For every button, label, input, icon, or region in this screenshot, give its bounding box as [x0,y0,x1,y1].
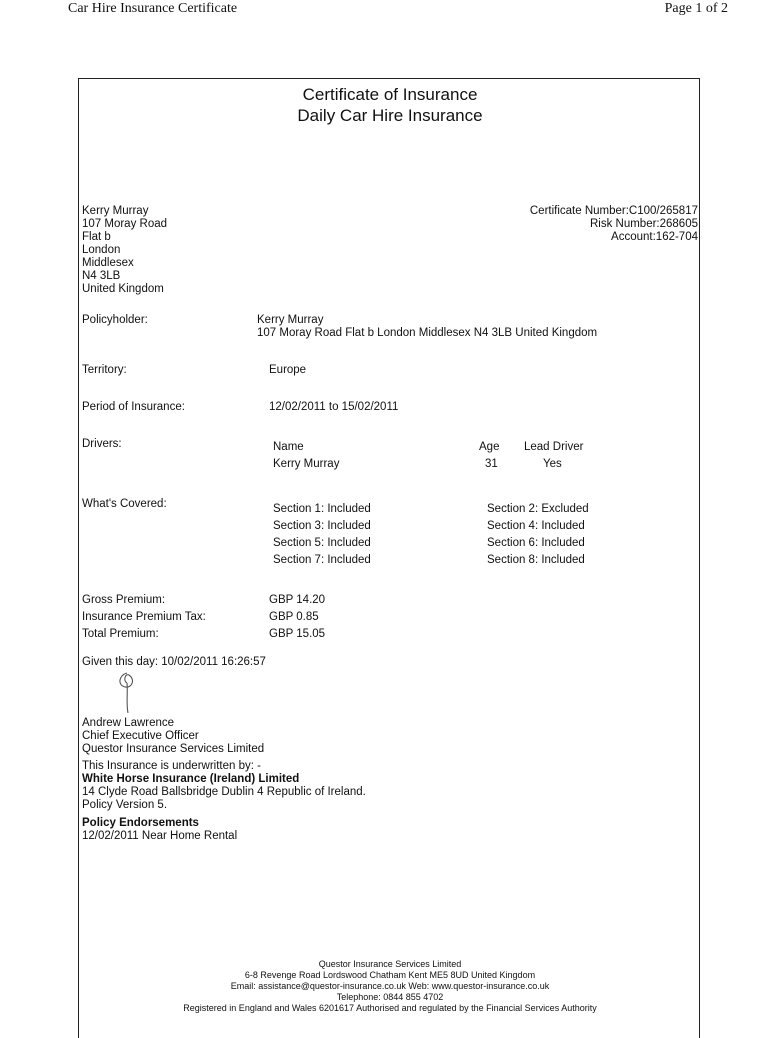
endorsements-block [82,817,237,843]
account-number: Account:162-704 [611,231,698,243]
given-date: Given this day: 10/02/2011 16:26:57 [82,656,266,668]
footer-line: Email: assistance@questor-insurance.co.uk Web: www.questor-insurance.co.uk [230,981,550,991]
policy-version: Policy Version 5. [82,799,168,811]
risk-number: Risk Number:268605 [589,218,698,230]
underwriter-intro: This Insurance is underwritten by: - [82,760,261,772]
driver-age: 31 [485,458,498,470]
tax-value: GBP 0.85 [269,611,319,623]
signatory-company: Questor Insurance Services Limited [82,743,265,755]
driver-name: Kerry Murray [273,458,340,470]
address-line: London [82,244,121,256]
section-item: Section 3: Included [273,520,371,532]
section-item: Section 2: Excluded [487,503,589,515]
covered-left-column [273,501,371,569]
certificate-frame [78,78,700,1038]
underwriter-name: White Horse Insurance (Ireland) Limited [82,773,300,785]
drivers-header-name: Name [273,441,304,453]
reference-block [530,205,698,244]
page-indicator: Page 1 of 2 [664,1,728,16]
territory-label: Territory: [82,364,127,376]
section-item: Section 7: Included [273,554,371,566]
period-label: Period of Insurance: [82,401,185,413]
footer-line: Registered in England and Wales 6201617 Authorised and regulated by the Financial Services Authority [183,1003,597,1013]
section-item: Section 4: Included [487,520,585,532]
footer-line: Telephone: 0844 855 4702 [336,992,444,1002]
territory-value: Europe [269,364,307,376]
address-line: Middlesex [82,257,134,269]
drivers-header-lead: Lead Driver [524,441,584,453]
signatory-role: Chief Executive Officer [82,730,199,742]
footer-line: 6-8 Revenge Road Lordswood Chatham Kent ME5 8UD United Kingdom [244,970,536,980]
address-line: 107 Moray Road [82,218,168,230]
section-item: Section 8: Included [487,554,585,566]
driver-lead: Yes [543,458,562,470]
section-item: Section 1: Included [273,503,371,515]
underwriter-block [82,760,366,812]
section-item: Section 6: Included [487,537,585,549]
signatory-name: Andrew Lawrence [82,717,175,729]
pdf-page-header [0,0,768,22]
signatory-block [82,717,264,756]
policyholder-address: 107 Moray Road Flat b London Middlesex N4 3LB United Kingdom [257,327,598,339]
endorsement-item: 12/02/2011 Near Home Rental [82,830,238,842]
drivers-label: Drivers: [82,438,122,450]
drivers-header-age: Age [479,441,500,453]
tax-label: Insurance Premium Tax: [82,611,206,623]
address-line: Kerry Murray [82,205,149,217]
signature-image [113,669,143,715]
certificate-number: Certificate Number:C100/265817 [529,205,698,217]
certificate-title: Certificate of Insurance [302,85,478,104]
address-block [82,205,167,296]
period-value: 12/02/2011 to 15/02/2011 [269,401,399,413]
address-line: United Kingdom [82,283,164,295]
address-line: Flat b [82,231,111,243]
covered-right-column [487,501,589,569]
total-premium-label: Total Premium: [82,628,159,640]
document-title: Car Hire Insurance Certificate [68,1,238,16]
premium-values [269,592,325,643]
address-line: N4 3LB [82,270,121,282]
company-footer [79,959,701,1014]
certificate-subtitle: Daily Car Hire Insurance [297,106,483,125]
covered-label: What's Covered: [82,498,167,510]
footer-line: Questor Insurance Services Limited [318,959,462,969]
premium-labels [82,592,206,643]
endorsements-title: Policy Endorsements [82,817,199,829]
underwriter-address: 14 Clyde Road Ballsbridge Dublin 4 Republic of Ireland. [82,786,366,798]
total-premium-value: GBP 15.05 [269,628,326,640]
section-item: Section 5: Included [273,537,371,549]
policyholder-details [257,314,597,340]
policyholder-label: Policyholder: [82,314,148,326]
policyholder-name: Kerry Murray [257,314,324,326]
gross-premium-label: Gross Premium: [82,594,166,606]
gross-premium-value: GBP 14.20 [269,594,326,606]
